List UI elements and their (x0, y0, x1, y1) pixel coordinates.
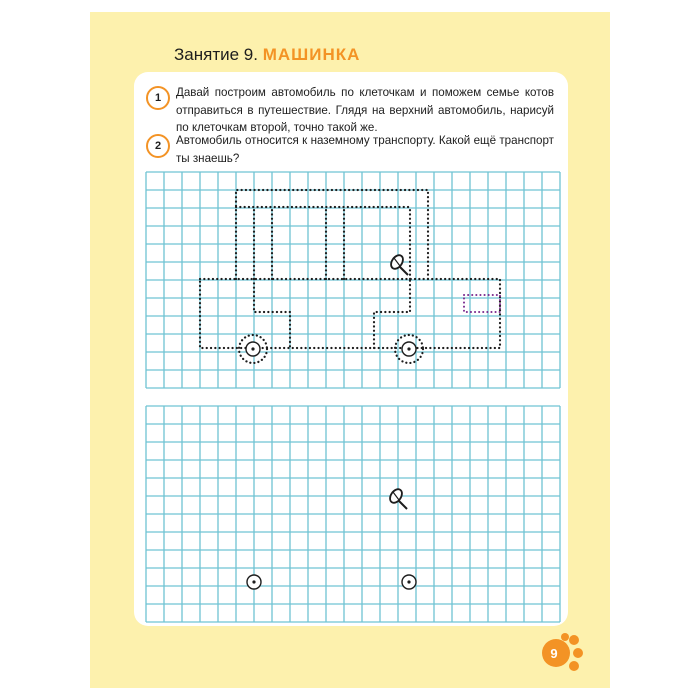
dotted-car-drawing (200, 190, 500, 348)
wheel-start-point (247, 575, 261, 589)
wheel-axle (407, 347, 410, 350)
window-1 (254, 207, 272, 279)
steering-wheel-icon (388, 487, 407, 509)
page-number: 9 (550, 645, 558, 661)
window-2 (326, 207, 344, 279)
lesson-title-prefix: Занятие 9. (174, 45, 258, 64)
wheel-axle (252, 580, 255, 583)
task-number-badge: 1 (146, 86, 170, 110)
task-text: Давай построим автомобиль по клеточкам и поможем семье котов отправиться в путешествие. Глядя на верхний автомобиль, нарисуй по клеточкам второй, точно такой же. (176, 86, 554, 134)
top-grid (146, 172, 560, 388)
wheel-axle (251, 347, 254, 350)
page-number-badge (540, 637, 576, 669)
task-text: Автомобиль относится к наземному транспорту. Какой ещё транспорт ты знаешь? (176, 134, 554, 165)
lesson-title-accent: МАШИНКА (262, 45, 361, 64)
task-number-badge: 2 (146, 134, 170, 158)
bottom-grid (146, 406, 560, 622)
rear-wheel (395, 335, 423, 363)
wheel-start-point (402, 575, 416, 589)
wheel-axle (407, 580, 410, 583)
